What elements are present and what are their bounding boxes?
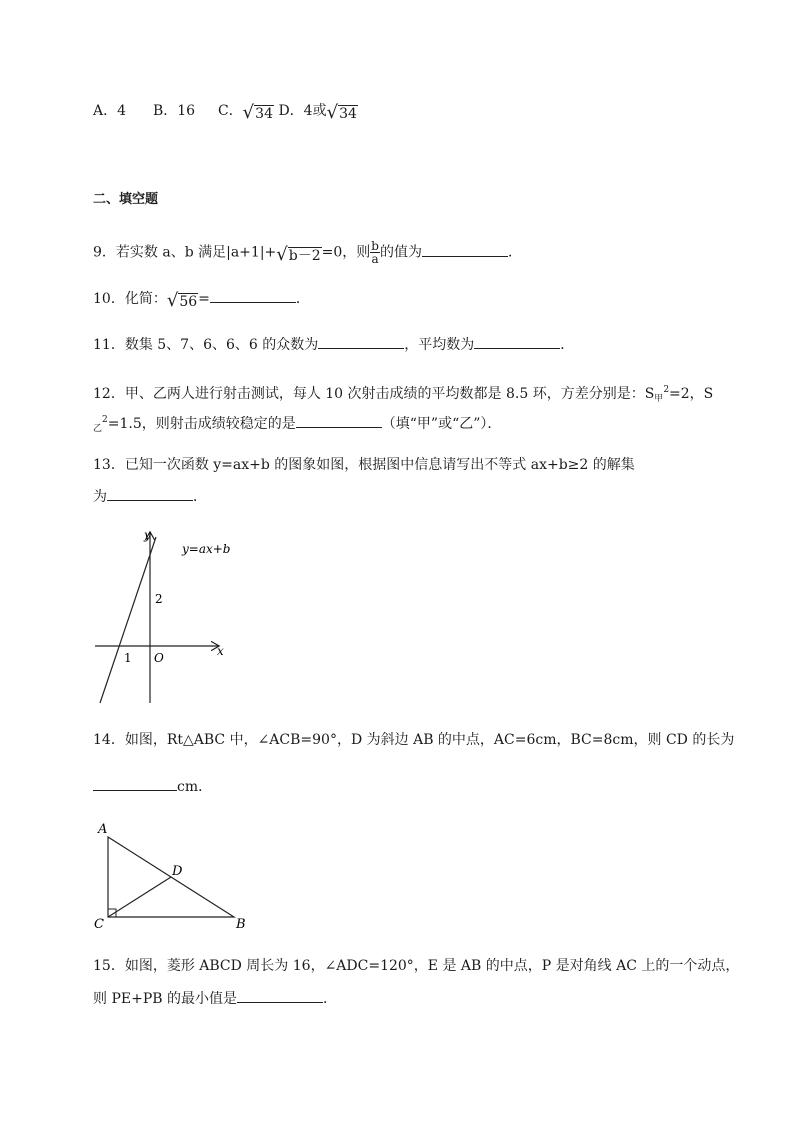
- q9-text-mid: =0，则: [321, 244, 371, 261]
- q13-period: ．: [193, 489, 207, 505]
- q14-answer-blank[interactable]: [93, 776, 177, 791]
- x-intercept-label: 1: [124, 651, 132, 665]
- y-axis-label: y: [144, 528, 151, 542]
- q9-text-post: 的值为: [379, 244, 422, 261]
- question-12-line-2: [93, 410, 501, 439]
- q12-value-2: =1.5，则射击成绩较稳定的是: [107, 416, 296, 432]
- function-line: [100, 537, 156, 703]
- q11-mode-blank[interactable]: [318, 334, 404, 349]
- q8-option-b: B．16: [152, 103, 196, 119]
- q14-triangle-figure: [88, 815, 258, 940]
- q12-sup-2: 2: [102, 415, 108, 425]
- q10-sqrt: √ 56: [166, 290, 198, 311]
- question-14-line-2: [93, 776, 212, 797]
- q12-text: 12．甲、乙两人进行射击测试，每人 10 次射击成绩的平均数都是 8.5 环，方差分别是：S: [93, 386, 655, 402]
- q11-period: ．: [560, 337, 575, 353]
- vertex-a-label: A: [98, 822, 108, 837]
- q15-answer-blank[interactable]: [237, 988, 323, 1003]
- q11-text-pre: 11．数集 5、7、6、6、6 的众数为: [93, 337, 319, 353]
- question-10: [93, 288, 310, 310]
- question-14-line-1: 14．如图，Rt△ABC 中，∠ACB=90°，D 为斜边 AB 的中点，AC=6cm，BC=8cm，则 CD 的长为: [93, 732, 735, 748]
- q10-text-pre: 10．化简：: [93, 291, 167, 307]
- q9-text-pre: 9．若实数 a、b 满足|a+1|+: [93, 244, 277, 261]
- x-axis-label: x: [217, 644, 224, 658]
- q9-radicand: b－2: [288, 247, 321, 264]
- q12-sub-jia: 甲: [654, 394, 664, 404]
- point-d-label: D: [172, 864, 183, 879]
- question-12-line-1: [93, 380, 713, 409]
- q8-option-d-label: D．4或: [278, 103, 327, 119]
- q10-equals: =: [198, 291, 210, 307]
- q12-sub-yi: 乙: [93, 424, 103, 434]
- q8-option-c-label: C．: [217, 103, 243, 119]
- question-11: [93, 334, 574, 355]
- q9-period: ．: [507, 244, 522, 261]
- q8-option-c-radicand: 34: [255, 106, 273, 122]
- q15-text-pre: 则 PE+PB 的最小值是: [93, 991, 237, 1007]
- q14-unit: cm．: [177, 779, 213, 795]
- q12-sup-1: 2: [663, 385, 670, 395]
- question-13-line-1: 13．已知一次函数 y=ax+b 的图象如图，根据图中信息请写出不等式 ax+b≥2 的解集: [93, 457, 635, 473]
- q9-fraction: [370, 240, 380, 265]
- y-intercept-label: 2: [155, 592, 163, 606]
- q10-answer-blank[interactable]: [210, 288, 296, 303]
- question-15-line-1: 15．如图，菱形 ABCD 周长为 16，∠ADC=120°，E 是 AB 的中点，P 是对角线 AC 上的一个动点，: [93, 958, 740, 974]
- q8-option-d-sqrt: √ 34: [326, 102, 357, 123]
- q8-option-d-radicand: 34: [339, 106, 357, 122]
- vertex-c-label: C: [94, 917, 104, 932]
- q9-sqrt: √ b－2: [276, 243, 321, 265]
- q15-period: ．: [322, 991, 337, 1007]
- q8-option-a: A．4: [93, 103, 127, 119]
- q13-answer-blank[interactable]: [107, 486, 193, 501]
- vertex-b-label: B: [236, 917, 246, 932]
- question-9: [93, 240, 522, 265]
- q12-end: （填“甲”或“乙”）．: [381, 416, 502, 432]
- question-15-line-2: [93, 988, 337, 1009]
- median-cd: [108, 877, 171, 917]
- q9-denominator: a: [371, 252, 379, 266]
- q10-period: ．: [295, 291, 310, 307]
- origin-label: O: [154, 651, 164, 665]
- q9-answer-blank[interactable]: [422, 242, 508, 257]
- q9-numerator: b: [371, 239, 379, 253]
- section-title: 二、填空题: [93, 192, 159, 207]
- q13-linear-function-graph: [90, 525, 240, 710]
- question-13-line-2: [93, 486, 207, 507]
- q11-text-mid: ，平均数为: [404, 337, 475, 353]
- q12-answer-blank[interactable]: [296, 413, 382, 428]
- q13-text-wei: 为: [93, 489, 107, 505]
- q11-mean-blank[interactable]: [474, 334, 560, 349]
- q12-value-1: =2，S: [669, 386, 714, 402]
- q8-options: [93, 101, 358, 122]
- q8-option-c-sqrt: √ 34: [242, 102, 273, 123]
- q10-radicand: 56: [179, 294, 198, 310]
- function-label: y=ax+b: [182, 542, 231, 556]
